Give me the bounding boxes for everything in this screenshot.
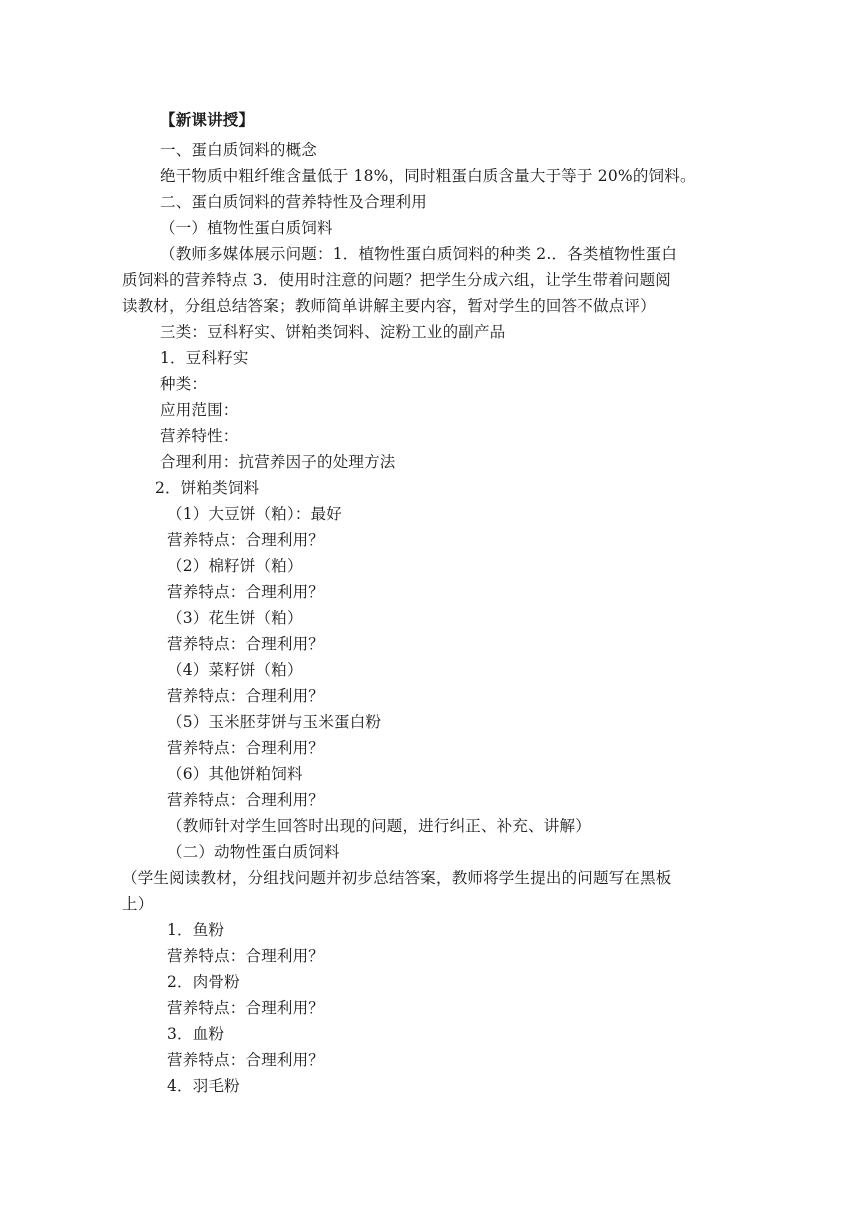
list-item: 1．鱼粉 xyxy=(167,921,225,939)
heading-1: 一、蛋白质饲料的概念 xyxy=(160,141,318,159)
paragraph: （教师多媒体展示问题：1．植物性蛋白质饲料的种类 2.．各类植物性蛋白 xyxy=(160,245,678,263)
list-item: 营养特点：合理利用？ xyxy=(167,947,325,965)
list-item: （5）玉米胚芽饼与玉米蛋白粉 xyxy=(167,713,382,731)
list-item: 2．肉骨粉 xyxy=(167,973,240,991)
list-item: 营养特性： xyxy=(160,427,239,445)
list-item: （1）大豆饼（粕）：最好 xyxy=(167,505,343,523)
list-item: （2）棉籽饼（粕） xyxy=(167,557,303,575)
paragraph: 读教材，分组总结答案；教师简单讲解主要内容，暂对学生的回答不做点评） xyxy=(122,297,656,315)
list-item: 2．饼粕类饲料 xyxy=(155,479,260,497)
subheading-animal: （二）动物性蛋白质饲料 xyxy=(167,843,340,861)
list-item: 应用范围： xyxy=(160,401,239,419)
list-item: 1．豆科籽实 xyxy=(160,349,249,367)
list-item: 营养特点：合理利用？ xyxy=(167,583,325,601)
list-item: 营养特点：合理利用？ xyxy=(167,635,325,653)
paragraph: 三类：豆科籽实、饼粕类饲料、淀粉工业的副产品 xyxy=(160,323,506,341)
list-item: （3）花生饼（粕） xyxy=(167,609,303,627)
paragraph: 绝干物质中粗纤维含量低于 18%，同时粗蛋白质含量大于等于 20%的饲料。 xyxy=(160,167,696,185)
section-heading: 【新课讲授】 xyxy=(160,110,255,129)
list-item: 合理利用：抗营养因子的处理方法 xyxy=(160,453,396,471)
list-item: 3．血粉 xyxy=(167,1025,225,1043)
list-item: 营养特点：合理利用？ xyxy=(167,791,325,809)
list-item: 营养特点：合理利用？ xyxy=(167,531,325,549)
heading-2: 二、蛋白质饲料的营养特性及合理利用 xyxy=(160,193,427,211)
list-item: （6）其他饼粕饲料 xyxy=(167,765,303,783)
paragraph: （学生阅读教材，分组找问题并初步总结答案，教师将学生提出的问题写在黑板 xyxy=(122,869,672,887)
list-item: 4．羽毛粉 xyxy=(167,1077,240,1095)
list-item: 营养特点：合理利用？ xyxy=(167,1051,325,1069)
paragraph: 质饲料的营养特点 3．使用时注意的问题？把学生分成六组，让学生带着问题阅 xyxy=(122,271,671,289)
paragraph: （教师针对学生回答时出现的问题，进行纠正、补充、讲解） xyxy=(167,817,591,835)
list-item: 种类： xyxy=(160,375,208,393)
list-item: 营养特点：合理利用？ xyxy=(167,739,325,757)
subheading-plant: （一）植物性蛋白质饲料 xyxy=(160,219,333,237)
list-item: （4）菜籽饼（粕） xyxy=(167,661,303,679)
paragraph: 上） xyxy=(122,895,154,913)
list-item: 营养特点：合理利用？ xyxy=(167,687,325,705)
list-item: 营养特点：合理利用？ xyxy=(167,999,325,1017)
